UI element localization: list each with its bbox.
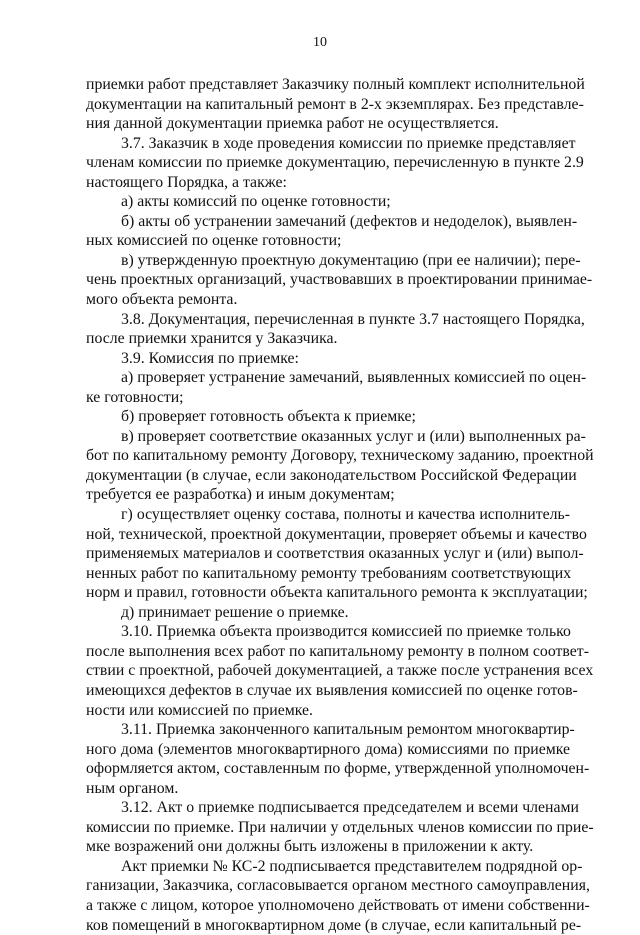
page-number: 10 <box>313 35 327 50</box>
text-line: 3.10. Приемка объекта производится комиссией по приемке только <box>121 623 571 641</box>
text-line: чень проектных организаций, участвовавших в проектировании принимае- <box>86 271 593 289</box>
text-line: 3.12. Акт о приемке подписывается председателем и всеми членами <box>121 799 579 817</box>
text-line: ния данной документации приемка работ не осуществляется. <box>86 115 499 133</box>
text-line: а) проверяет устранение замечаний, выявленных комиссией по оцен- <box>121 369 587 387</box>
text-line: в) утвержденную проектную документацию (при ее наличии); пере- <box>121 251 581 269</box>
text-line: ков помещений в многоквартирном доме (в случае, если капитальный ре- <box>86 916 582 934</box>
text-line: 3.11. Приемка законченного капитальным ремонтом многоквартир- <box>121 721 575 739</box>
text-line: б) проверяет готовность объекта к приемке; <box>121 408 416 426</box>
text-line: требуется ее разработка) и иным документам; <box>86 486 395 504</box>
text-line: документации на капитальный ремонт в 2-х экземплярах. Без представле- <box>86 95 584 113</box>
text-line: ного дома (элементов многоквартирного дома) комиссиями по приемке <box>86 740 570 758</box>
text-line: ке готовности; <box>86 388 184 406</box>
text-line: после выполнения всех работ по капитальному ремонту в полном соответ- <box>86 642 589 660</box>
text-line: ности или комиссией по приемке. <box>86 701 313 719</box>
text-line: 3.8. Документация, перечисленная в пункте 3.7 настоящего Порядка, <box>121 310 585 328</box>
text-line: настоящего Порядка, а также: <box>86 173 287 191</box>
text-line: а также с лицом, которое уполномочено действовать от имени собственни- <box>86 896 590 914</box>
text-line: после приемки хранится у Заказчика. <box>86 330 338 348</box>
text-line: Акт приемки № КС-2 подписывается представителем подрядной ор- <box>121 857 583 875</box>
text-line: ганизации, Заказчика, согласовывается органом местного самоуправления, <box>86 877 590 895</box>
text-line: применяемых материалов и соответствия оказанных услуг и (или) выпол- <box>86 545 584 563</box>
text-line: мке возражений они должны быть изложены в приложении к акту. <box>86 838 534 856</box>
text-line: в) проверяет соответствие оказанных услуг и (или) выполненных ра- <box>121 427 586 445</box>
text-line: комиссии по приемке. При наличии у отдельных членов комиссии по прие- <box>86 818 594 836</box>
text-line: имеющихся дефектов в случае их выявления комиссией по оценке готов- <box>86 681 578 699</box>
text-line: членам комиссии по приемке документацию, перечисленную в пункте 2.9 <box>86 154 584 172</box>
text-line: оформляется актом, составленным по форме, утвержденной уполномочен- <box>86 760 590 778</box>
text-line: бот по капитальному ремонту Договору, техническому заданию, проектной <box>86 447 594 465</box>
text-line: мого объекта ремонта. <box>86 291 238 309</box>
text-line: ной, технической, проектной документации, проверяет объемы и качество <box>86 525 587 543</box>
text-line: приемки работ представляет Заказчику полный комплект исполнительной <box>86 76 585 93</box>
text-line: 3.7. Заказчик в ходе проведения комиссии по приемке представляет <box>121 134 576 152</box>
text-line: документации (в случае, если законодательством Российской Федерации <box>86 466 577 484</box>
text-line: а) акты комиссий по оценке готовности; <box>121 193 391 211</box>
text-line: ствии с проектной, рабочей документацией, а также после устранения всех <box>86 662 594 680</box>
text-line: г) осуществляет оценку состава, полноты и качества исполнитель- <box>121 506 570 524</box>
text-line: ных комиссией по оценке готовности; <box>86 232 342 250</box>
text-line: б) акты об устранении замечаний (дефектов и недоделок), выявлен- <box>121 212 578 230</box>
text-line: 3.9. Комиссия по приемке: <box>121 349 299 367</box>
text-line: д) принимает решение о приемке. <box>121 603 349 621</box>
document-body-text <box>86 75 594 935</box>
text-line: норм и правил, готовности объекта капитального ремонта к эксплуатации; <box>86 584 588 602</box>
text-line: ненных работ по капитальному ремонту требованиям соответствующих <box>86 564 572 582</box>
text-line: ным органом. <box>86 779 179 797</box>
